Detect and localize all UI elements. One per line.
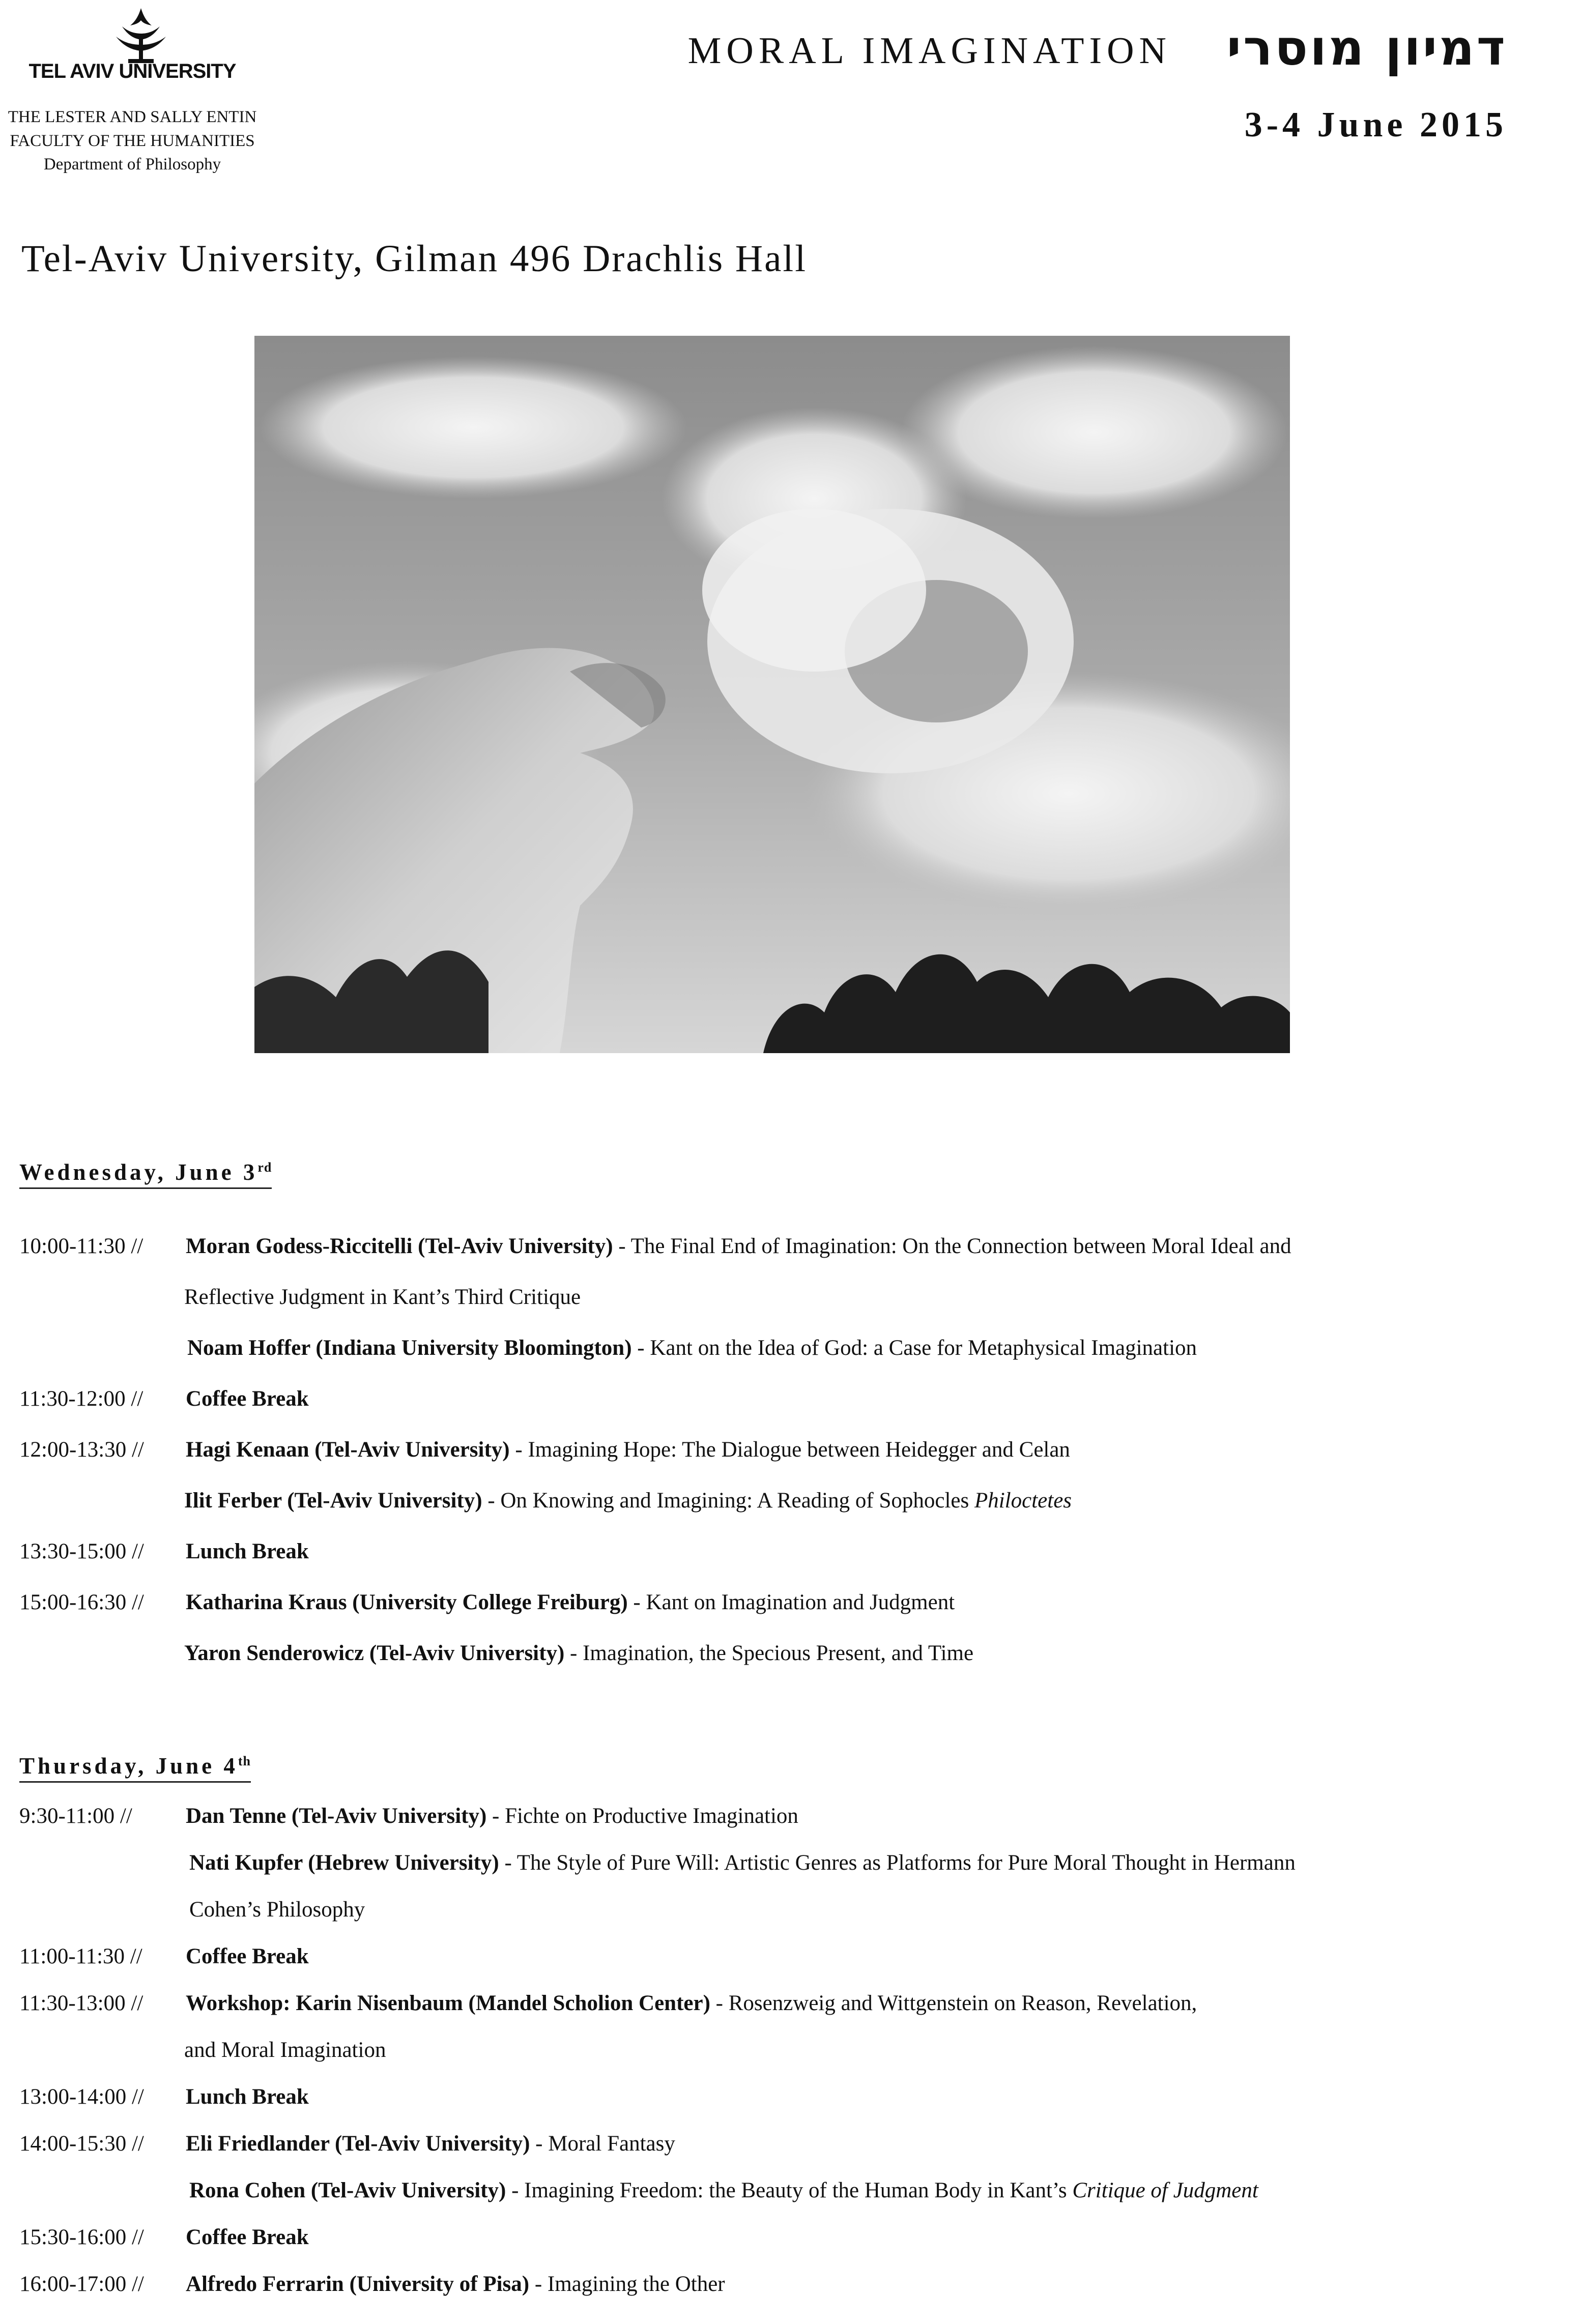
- coffee-break: Coffee Break: [186, 2225, 309, 2249]
- lamp-emblem-icon: [113, 6, 169, 67]
- conference-title-hebrew: דמיון מוסרי: [1226, 19, 1507, 76]
- faculty-line-2: FACULTY OF THE HUMANITIES: [10, 132, 255, 150]
- talk-entry: Eli Friedlander (Tel-Aviv University) - Moral Fantasy: [186, 2132, 675, 2156]
- talk-entry: Noam Hoffer (Indiana University Bloomington) - Kant on the Idea of God: a Case for Metaphysical Imagination: [187, 1336, 1197, 1360]
- talk-entry: Yaron Senderowicz (Tel-Aviv University) - Imagination, the Specious Present, and Time: [184, 1641, 974, 1665]
- talk-title-continued: Reflective Judgment in Kant’s Third Critique: [184, 1285, 581, 1309]
- time-slot: 11:30-13:00 //: [19, 1991, 143, 2015]
- coffee-break: Coffee Break: [186, 1944, 309, 1968]
- workshop-entry: Workshop: Karin Nisenbaum (Mandel Scholion Center) - Rosenzweig and Wittgenstein on Reason, Revelation,: [186, 1991, 1197, 2015]
- time-slot: 9:30-11:00 //: [19, 1804, 132, 1828]
- talk-entry: Katharina Kraus (University College Freiburg) - Kant on Imagination and Judgment: [186, 1590, 955, 1614]
- time-slot: 16:00-17:00 //: [19, 2272, 144, 2296]
- talk-title-continued: Cohen’s Philosophy: [189, 1898, 365, 1922]
- time-slot: 11:00-11:30 //: [19, 1944, 142, 1968]
- conference-date: 3-4 June 2015: [1244, 105, 1507, 144]
- faculty-line-1: THE LESTER AND SALLY ENTIN: [8, 108, 257, 126]
- time-slot: 12:00-13:30 //: [19, 1438, 144, 1462]
- time-slot: 15:30-16:00 //: [19, 2225, 144, 2249]
- hand-holding-cloud-photo: [254, 336, 1290, 1053]
- logo-wordmark: TEL AVIV UNIVERSITY: [28, 60, 236, 82]
- lunch-break: Lunch Break: [186, 1539, 309, 1563]
- talk-title-continued: and Moral Imagination: [184, 2038, 386, 2062]
- talk-entry: Alfredo Ferrarin (University of Pisa) - Imagining the Other: [186, 2272, 725, 2296]
- talk-entry: Nati Kupfer (Hebrew University) - The Style of Pure Will: Artistic Genres as Platforms for Pure Moral Thought in Hermann: [189, 1851, 1296, 1875]
- time-slot: 14:00-15:30 //: [19, 2132, 144, 2156]
- coffee-break: Coffee Break: [186, 1387, 309, 1411]
- talk-entry: Moran Godess-Riccitelli (Tel-Aviv University) - The Final End of Imagination: On the Connection between Moral Ideal and: [186, 1234, 1291, 1258]
- time-slot: 13:30-15:00 //: [19, 1539, 144, 1563]
- conference-title-english: MORAL IMAGINATION: [687, 30, 1171, 72]
- time-slot: 11:30-12:00 //: [19, 1387, 143, 1411]
- department-line: Department of Philosophy: [43, 155, 221, 173]
- lunch-break: Lunch Break: [186, 2085, 309, 2109]
- day-heading-wednesday: Wednesday, June 3rd: [19, 1159, 272, 1189]
- venue: Tel-Aviv University, Gilman 496 Drachlis Hall: [21, 238, 808, 280]
- talk-entry: Rona Cohen (Tel-Aviv University) - Imagining Freedom: the Beauty of the Human Body in Kant’s Critique of Judgment: [189, 2178, 1258, 2202]
- time-slot: 13:00-14:00 //: [19, 2085, 144, 2109]
- talk-entry: Dan Tenne (Tel-Aviv University) - Fichte on Productive Imagination: [186, 1804, 798, 1828]
- talk-entry: Hagi Kenaan (Tel-Aviv University) - Imagining Hope: The Dialogue between Heidegger and Celan: [186, 1438, 1070, 1462]
- talk-entry: Ilit Ferber (Tel-Aviv University) - On Knowing and Imagining: A Reading of Sophocles Philoctetes: [184, 1489, 1072, 1513]
- day-heading-thursday: Thursday, June 4th: [19, 1753, 251, 1783]
- time-slot: 10:00-11:30 //: [19, 1234, 143, 1258]
- time-slot: 15:00-16:30 //: [19, 1590, 144, 1614]
